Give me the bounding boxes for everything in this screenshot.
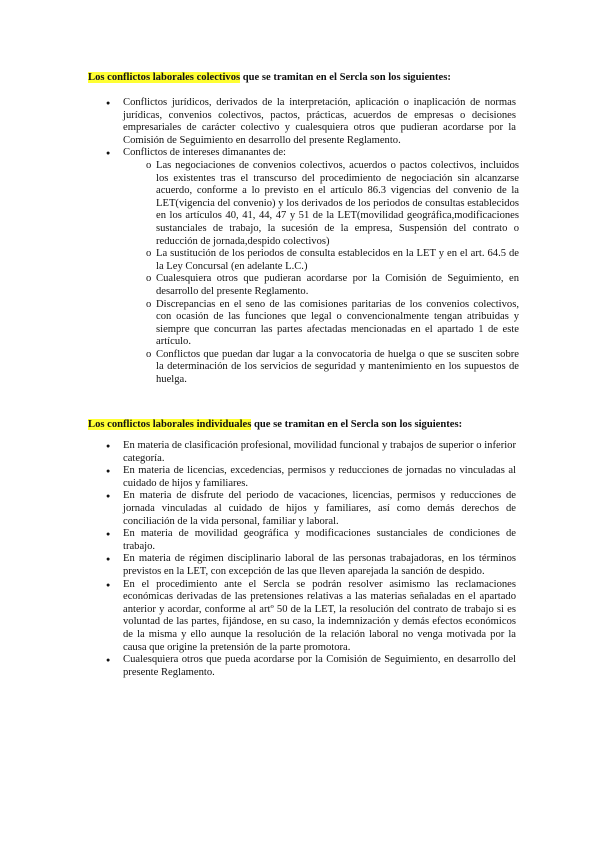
list-item-text: ● Conflictos jurídicos, derivados de la interpretación, aplicación o inaplicación de normas jurídicas, convenios colectivos, pactos, prácticas, acuerdos de empresas o decisiones empresariales de carácter colectivo y cualesquiera otros que pudieran acordarse por la Comisión de Seguimiento en desarrollo del presente Reglamento. (123, 97, 516, 146)
sub-list-item (146, 248, 519, 273)
list-item-text: ● En materia de licencias, excedencias, permisos y reducciones de jornadas no vinculadas al cuidado de hijos y familiares. (123, 465, 516, 489)
list-item-text: ● En materia de régimen disciplinario laboral de las personas trabajadoras, en los términos previstos en la LET, con excepción de las que lleven aparejada la sanción de despido. (123, 553, 516, 577)
list-item (0, 490, 516, 528)
list-item-text: ● En materia de clasificación profesional, movilidad funcional y trabajos de superior o inferior categoría. (123, 440, 516, 464)
section1-heading-rest: que se tramitan en el Sercla son los siguientes: (240, 72, 451, 83)
section2-heading-highlight: Los conflictos laborales individuales (88, 419, 252, 430)
list-item (0, 147, 519, 386)
list-item-text: ● En el procedimiento ante el Sercla se podrán resolver asimismo las reclamaciones económicas derivadas de las pretensiones relativas a las materias señaladas en el apartado anterior y acordar, conforme al artº 50 de la LET, la resolución del contrato de trabajo si es voluntad de las partes, fijándose, en su caso, la indemnización y demás efectos económicos de la misma y ello aunque la resolución de la relación laboral no venga motivada por la causa que origine la pretensión de la parte promotora. (123, 578, 516, 653)
list-item-text: ● Cualesquiera otros que pueda acordarse por la Comisión de Seguimiento, en desarrollo del presente Reglamento. (123, 654, 516, 678)
sub-list-item-text: o Conflictos que puedan dar lugar a la convocatoria de huelga o que se susciten sobre la determinación de los servicios de seguridad y mantenimiento en los supuestos de huelga. (156, 348, 519, 386)
section2-heading (88, 419, 462, 432)
section1-list (0, 97, 519, 387)
sub-list-item-text: o La sustitución de los periodos de consulta establecidos en la LET y en el art. 64.5 de la Ley Concursal (en adelante L.C.) (156, 248, 519, 272)
list-item-text: ● En materia de disfrute del periodo de vacaciones, licencias, permisos y reducciones de jornada vinculadas al cuidado de hijos y familiares, así como demás derechos de conciliación de la vida personal, familiar y laboral. (123, 490, 516, 527)
list-item (0, 528, 516, 553)
list-item (0, 97, 516, 147)
sub-list-item (146, 349, 519, 387)
sub-list-item-text: o Las negociaciones de convenios colectivos, acuerdos o pactos colectivos, incluidos los existentes tras el transcurso del procedimiento de negociación sin alcanzarse acuerdo, conforme a lo previsto en el artículo 86.3 vigencias del convenio de la LET(vigencia del convenio) y los derivados de los periodos de consultas establecidos en los artículos 40, 41, 44, 47 y 51 de la LET(movilidad geográfica,modificaciones sustanciales de trabajo, la sucesión de la empresa, Suspensión del contrato o reducción de jornada,despido colectivos) (156, 159, 519, 247)
section1-heading-highlight: Los conflictos laborales colectivos (88, 72, 241, 83)
section2-heading-rest: que se tramitan en el Sercla son los siguientes: (251, 419, 463, 430)
list-item-text: ● En materia de movilidad geográfica y modificaciones sustanciales de condiciones de trabajo. (123, 528, 516, 552)
sub-list-item (146, 299, 519, 349)
list-item (0, 465, 516, 490)
list-item (0, 553, 516, 578)
section2-list (0, 440, 516, 679)
sub-list-item (146, 273, 519, 298)
list-item (0, 440, 516, 465)
sub-list-item (146, 160, 519, 248)
sub-list-item-text: o Cualesquiera otros que pudieran acordarse por la Comisión de Seguimiento, en desarrollo del presente Reglamento. (156, 273, 519, 297)
sub-list-item-text: o Discrepancias en el seno de las comisiones paritarias de los convenios colectivos, con ocasión de las funciones que legal o convencionalmente tengan atribuidas y siempre que concurran las partes afectadas mencionadas en el apartado 1 de este artículo. (156, 298, 519, 348)
section1-heading (88, 72, 451, 85)
section1-sublist (123, 159, 519, 387)
list-item-text: ● Conflictos de intereses dimanantes de: (123, 147, 286, 159)
list-item (0, 579, 516, 655)
list-item (0, 654, 516, 679)
